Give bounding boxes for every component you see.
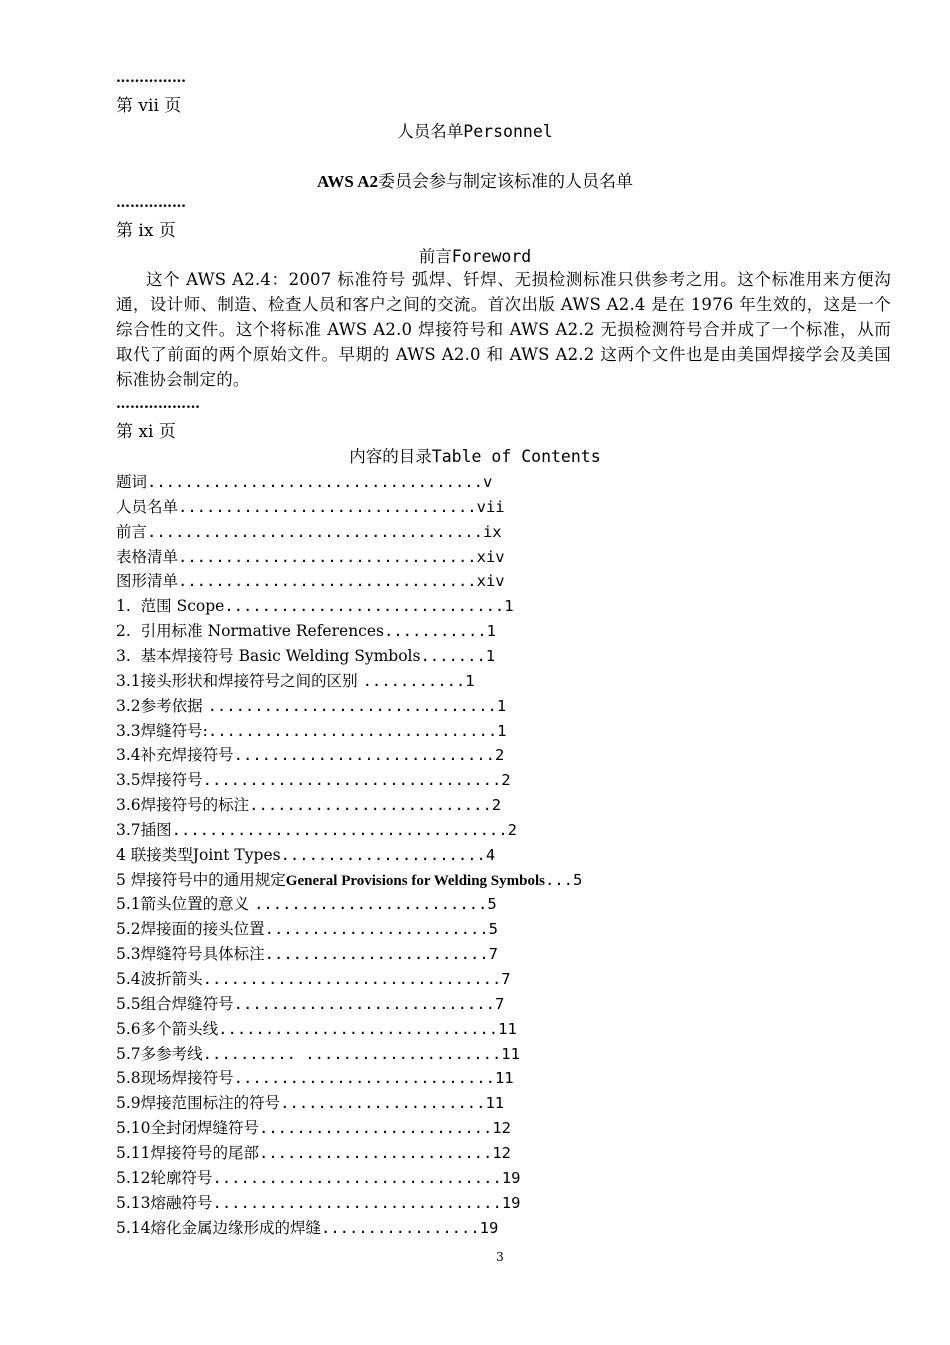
toc-entry-page: 19 — [501, 1193, 521, 1212]
toc-entry-page: xiv — [476, 547, 505, 566]
toc-entry-page: 2 — [491, 796, 502, 815]
toc-entry[interactable] — [116, 1093, 504, 1113]
toc-entry-title: 2. 引用标准 Normative References — [116, 622, 384, 641]
toc-entry[interactable] — [116, 795, 501, 815]
toc-title: 内容的目录Table of Contents — [349, 447, 601, 466]
toc-entry-leader: ........................ — [264, 920, 489, 939]
toc-entry-title: 5 焊接符号中的通用规定 — [116, 870, 286, 889]
toc-entry[interactable] — [116, 497, 505, 517]
toc-entry[interactable] — [116, 522, 502, 542]
toc-entry-leader: .................................... — [171, 820, 508, 839]
toc-entry-title-english: General Provisions for Welding Symbols — [285, 872, 545, 889]
toc-entry-leader: ................. — [321, 1218, 480, 1237]
toc-entry-leader: ............................ — [233, 746, 495, 765]
toc-entry-leader: ................................ — [202, 771, 502, 790]
toc-entry[interactable] — [116, 820, 517, 840]
toc-entry-page: 5 — [573, 870, 583, 889]
toc-entry[interactable] — [116, 571, 505, 591]
toc-entry-page: 2 — [507, 820, 517, 839]
toc-entry-title: 5.5组合焊缝符号 — [116, 994, 234, 1013]
toc-entry-leader: .......................... — [249, 796, 492, 815]
toc-entry[interactable] — [116, 745, 504, 765]
toc-entry-title: 5.6多个箭头线 — [116, 1019, 219, 1038]
toc-entry[interactable] — [116, 770, 511, 790]
toc-entry-leader: ............................ — [233, 1069, 495, 1088]
toc-entry[interactable] — [116, 994, 504, 1014]
toc-entry-leader: ................................ — [178, 547, 477, 566]
toc-entry-page: 4 — [485, 845, 496, 864]
toc-entry-title: 3.3焊缝符号: — [116, 721, 208, 740]
toc-entry-title: 题词 — [116, 473, 148, 491]
toc-entry[interactable] — [116, 621, 496, 641]
page-marker-ix: 第 ix 页 — [116, 221, 176, 241]
toc-entry-page: v — [482, 473, 493, 491]
toc-entry-leader: ... — [545, 870, 573, 889]
toc-entry[interactable] — [116, 1168, 520, 1188]
toc-entry-page: 2 — [501, 771, 511, 790]
personnel-title: 人员名单Personnel — [397, 122, 553, 141]
toc-entry-page: 19 — [479, 1218, 499, 1237]
toc-entry-title: 3.2参考依据 — [116, 696, 208, 715]
toc-entry-title: 5.10全封闭焊缝符号 — [116, 1119, 260, 1138]
toc-entry[interactable] — [116, 894, 497, 914]
toc-entry-title: 5.3焊缝符号具体标注 — [116, 945, 265, 964]
toc-entry-title: 5.4波折箭头 — [116, 970, 203, 988]
toc-entry[interactable] — [116, 1068, 514, 1088]
toc-entry[interactable] — [116, 845, 495, 865]
toc-entry-leader: ...................... — [280, 845, 486, 864]
toc-entry-leader: ................................ — [202, 970, 502, 988]
toc-entry-leader: ........... — [362, 671, 466, 690]
toc-entry-page: 1 — [485, 646, 496, 665]
committee-heading — [0, 172, 950, 192]
toc-entry-leader: ........... — [383, 622, 487, 641]
toc-entry[interactable] — [116, 1193, 520, 1213]
toc-entry-title: 3.6焊接符号的标注 — [116, 796, 250, 815]
toc-entry-leader: .............................. — [224, 597, 505, 616]
toc-entry[interactable] — [116, 1118, 511, 1138]
toc-entry-page: 1 — [496, 696, 507, 715]
toc-entry-page: 11 — [498, 1019, 517, 1038]
toc-entry[interactable] — [116, 870, 582, 891]
toc-entry[interactable] — [116, 596, 514, 616]
toc-entry-page: 11 — [494, 1069, 514, 1088]
committee-heading-rest: 委员会参与制定该标准的人员名单 — [377, 172, 633, 192]
toc-entry-title: 3.1接头形状和焊接符号之间的区别 — [116, 671, 363, 690]
toc-entry-title: 5.2焊接面的接头位置 — [116, 920, 265, 939]
toc-entry-page: ix — [482, 522, 502, 541]
toc-entry-page: 11 — [485, 1094, 505, 1113]
toc-entry-leader: ................................ — [178, 572, 477, 591]
toc-entry-leader: .................................... — [147, 473, 483, 491]
toc-entry[interactable] — [116, 721, 507, 741]
toc-entry-title: 4 联接类型Joint Types — [116, 845, 281, 864]
toc-entry-title: 5.11焊接符号的尾部 — [116, 1143, 260, 1162]
foreword-paragraph: 这个 AWS A2.4：2007 标准符号 弧焊、钎焊、无损检测标准只供参考之用。这个标准用来方便沟通，设计师、制造、检查人员和客户之间的交流。首次出版 AWS A2.4 是在 1976 年生效的，这是一个综合性的文件。这个将标准 AWS A2.0 焊接符号和 AWS A2.2 无损检测符号合并成了一个标准，从而取代了前面的两个原始文件。早期的 AWS A2.0 和 AWS A2.2 这两个文件也是由美国焊接学会及美国标准协会制定的。 — [116, 270, 891, 389]
page-number: 3 — [496, 1250, 504, 1264]
toc-entry[interactable] — [116, 472, 492, 492]
toc-entry-title: 3.4补充焊接符号 — [116, 746, 234, 765]
separator-dots: …………… — [116, 70, 186, 86]
toc-entry-page: 1 — [497, 721, 507, 740]
toc-entry-title: 5.1箭头位置的意义 — [116, 895, 255, 914]
toc-entry[interactable] — [116, 969, 511, 989]
toc-entry[interactable] — [116, 1044, 520, 1064]
toc-entry-page: 19 — [501, 1168, 521, 1187]
toc-entry-page: vii — [476, 497, 505, 516]
page-marker-vii: 第 vii 页 — [116, 96, 182, 116]
toc-entry-leader: ............................... — [212, 1193, 502, 1212]
committee-heading-prefix: AWS A2 — [317, 172, 378, 191]
toc-entry-leader: ............................... — [212, 1168, 502, 1187]
toc-entry-page: 7 — [494, 994, 505, 1013]
toc-entry-leader: ......................... — [259, 1119, 493, 1138]
toc-entry-page: 7 — [488, 945, 498, 964]
toc-entry-leader: ........................ — [264, 945, 489, 964]
toc-entry-title: 1. 范围 Scope — [116, 597, 225, 616]
toc-entry-title: 5.9焊接范围标注的符号 — [116, 1094, 281, 1113]
toc-entry-leader: ............................... — [207, 721, 498, 740]
toc-entry-title: 图形清单 — [116, 572, 179, 591]
toc-entry[interactable] — [116, 671, 475, 691]
toc-entry-leader: ......................... — [259, 1143, 493, 1162]
toc-entry-title: 表格清单 — [116, 547, 179, 566]
toc-entry[interactable] — [116, 646, 495, 666]
toc-entry-title: 前言 — [116, 522, 148, 541]
toc-entry-page: 5 — [488, 920, 498, 939]
toc-entry-leader: ......................... — [254, 895, 488, 914]
foreword-title: 前言Foreword — [418, 247, 532, 266]
toc-entry-page: 11 — [501, 1044, 520, 1063]
toc-entry[interactable] — [116, 547, 505, 567]
toc-entry-leader: ....... — [420, 646, 486, 665]
toc-entry-title: 5.8现场焊接符号 — [116, 1069, 234, 1088]
toc-entry[interactable] — [116, 1143, 511, 1163]
toc-entry-page: 12 — [492, 1119, 511, 1138]
toc-entry[interactable] — [116, 1218, 498, 1238]
toc-entry[interactable] — [116, 696, 506, 716]
toc-entry-page: 1 — [486, 622, 496, 641]
page-marker-xi: 第 xi 页 — [116, 422, 176, 442]
toc-entry-page: 12 — [492, 1143, 511, 1162]
toc-entry-page: 7 — [501, 970, 511, 988]
toc-entry[interactable] — [116, 1019, 517, 1039]
toc-entry-title: 3.5焊接符号 — [116, 771, 203, 790]
toc-entry-leader: ................................ — [178, 497, 477, 516]
toc-entry-page: 2 — [494, 746, 505, 765]
toc-entry-page: 1 — [504, 597, 514, 616]
toc-entry-title: 人员名单 — [116, 497, 179, 516]
separator-dots: ……………… — [116, 396, 200, 412]
toc-entry[interactable] — [116, 944, 498, 964]
toc-entry-page: 5 — [487, 895, 497, 914]
toc-entry-leader: ............................... — [207, 696, 497, 715]
toc-entry[interactable] — [116, 919, 498, 939]
toc-entry-page: 1 — [465, 671, 475, 690]
toc-entry-leader: ...................... — [280, 1094, 486, 1113]
toc-entry-leader: .......... ..................... — [202, 1044, 502, 1063]
separator-dots: …………… — [116, 195, 186, 211]
toc-entry-leader: .................................... — [147, 522, 483, 541]
toc-entry-title: 5.7多参考线 — [116, 1044, 203, 1063]
toc-entry-page: xiv — [476, 572, 505, 591]
toc-entry-title: 5.14熔化金属边缘形成的焊缝 — [116, 1218, 322, 1237]
toc-entry-title: 5.13熔融符号 — [116, 1193, 213, 1212]
toc-entry-leader: ............................ — [233, 994, 495, 1013]
toc-entry-title: 3.7插图 — [116, 820, 172, 839]
toc-entry-title: 5.12轮廓符号 — [116, 1168, 213, 1187]
toc-entry-title: 3. 基本焊接符号 Basic Welding Symbols — [116, 646, 421, 665]
toc-entry-leader: .............................. — [218, 1019, 499, 1038]
